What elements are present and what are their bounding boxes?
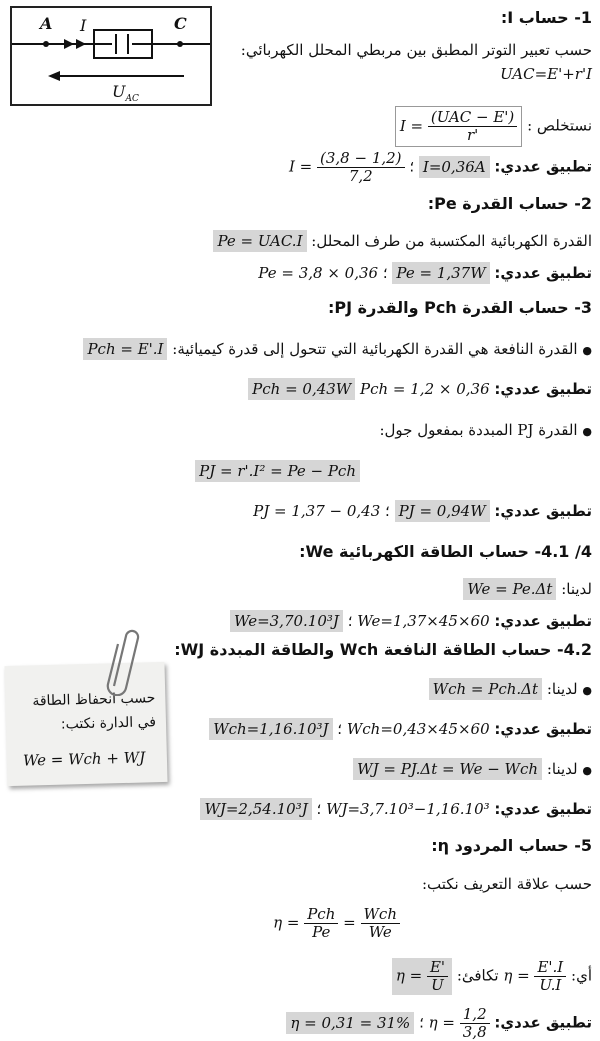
section5-eta-def	[273, 906, 400, 941]
section4-2-app2-line	[200, 798, 592, 820]
current-arrow-2	[76, 39, 86, 49]
section2-app-label: تطبيق عددي:	[494, 264, 592, 282]
voltage-arrow-head	[48, 71, 60, 81]
section4-1-title: 4/ 4.1- حساب الطاقة الكهربائية We:	[299, 542, 592, 561]
section3-app2-expr: PJ = 1,37 − 0,43	[253, 502, 381, 520]
note-line1: حسب انحفاظ الطاقة	[32, 690, 156, 710]
section5-eq2: η = $\frac{E'}{U}$	[392, 958, 452, 995]
section4-2-app1-expr: Wch=0,43×45×60	[346, 720, 490, 738]
section2-title: 2- حساب القدرة Pe:	[427, 194, 592, 213]
section4-2-title: 4.2- حساب الطاقة النافعة Wch والطاقة المبددة WJ:	[174, 640, 592, 659]
section4-2-have1: لدينا:	[546, 680, 578, 698]
separator: ؛	[347, 612, 353, 630]
label-i: I	[80, 16, 87, 35]
section1-app-label: تطبيق عددي:	[494, 157, 592, 176]
section2-result: Pe = 1,37W	[392, 262, 489, 284]
section4-1-result: We=3,70.10³J	[230, 610, 343, 632]
section4-2-app1-line	[209, 718, 592, 740]
section3-b1-formula: Pch = E'.I	[83, 338, 167, 360]
node-c	[177, 41, 183, 47]
section4-1-app-label: تطبيق عددي:	[494, 612, 592, 630]
separator: ؛	[316, 800, 322, 818]
section4-1-app-expr: We=1,37×45×60	[357, 612, 490, 630]
section5-ie: أي:	[571, 966, 592, 985]
section1-app-expr: I = $\frac{(3,8 - 1,2)}{7,2}$	[289, 150, 405, 185]
section1-app-line	[289, 150, 592, 185]
section5-app-label: تطبيق عددي:	[494, 1013, 592, 1032]
eta-def-expr: η = $\frac{\text{Pch}}{Pe}$ = $\frac{\text{Wch}}{We}$	[273, 906, 400, 941]
paperclip-icon	[104, 626, 140, 696]
section2-formula: Pe = UAC.I	[213, 230, 306, 252]
label-c: C	[174, 14, 187, 33]
section1-intro: حسب تعبير التوتر المطبق بين مربطي المحلل الكهربائي:	[240, 41, 592, 59]
section2-app-line	[258, 262, 592, 284]
current-arrow-1	[64, 39, 74, 49]
section3-app2-label: تطبيق عددي:	[494, 502, 592, 520]
section4-1-have-line	[463, 578, 592, 600]
section3-b1-line	[83, 338, 592, 361]
section4-1-formula: We = Pe.Δt	[463, 578, 556, 600]
section4-2-app2-expr: WJ=3,7.10³−1,16.10³	[326, 800, 490, 818]
bullet-icon: ●	[582, 425, 592, 438]
note-formula: We = Wch + WJ	[22, 748, 146, 770]
bullet-icon: ●	[582, 344, 592, 357]
bullet-icon: ●	[582, 764, 592, 777]
separator: ؛	[409, 157, 415, 176]
section4-2-have2: لدينا:	[546, 760, 578, 778]
section4-2-app1-result: Wch=1,16.10³J	[209, 718, 332, 740]
section3-app1-result: Pch = 0,43W	[248, 378, 355, 400]
i-formula-den: r'	[466, 126, 479, 144]
node-a	[43, 41, 49, 47]
separator: ؛	[385, 502, 390, 520]
i-formula-lhs: I =	[399, 116, 424, 135]
section3-title: 3- حساب القدرة Pch والقدرة PJ:	[328, 298, 592, 317]
section3-b2-formula-line	[195, 460, 360, 482]
energy-conservation-note	[4, 662, 167, 786]
section3-app1-line	[248, 378, 592, 400]
section3-app1-expr: Pch = 1,2 × 0,36	[360, 380, 490, 398]
section4-2-app2-result: WJ=2,54.10³J	[200, 798, 311, 820]
label-a: A	[40, 14, 53, 33]
section2-text-line	[213, 230, 592, 252]
section5-ie-expr: η = $\frac{E'.I}{U.I}$	[503, 959, 566, 994]
separator: ؛	[419, 1013, 424, 1032]
separator: ؛	[382, 264, 388, 282]
section4-1-have: لدينا:	[561, 580, 592, 598]
section3-b2-line	[379, 420, 592, 442]
section4-2-formula2: WJ = PJ.Δt = We − Wch	[353, 758, 542, 780]
section1-deduce-line	[395, 106, 592, 147]
section5-equiv: تكافئ:	[456, 966, 499, 985]
section3-b1-text: القدرة النافعة هي القدرة الكهربائية التي تتحول إلى قدرة كيميائية:	[172, 340, 578, 358]
section2-app-expr: Pe = 3,8 × 0,36	[258, 264, 379, 282]
section1-i-formula	[395, 106, 522, 147]
section4-2-have2-line	[353, 758, 592, 781]
section4-2-have1-line	[429, 678, 592, 701]
section1-result: I=0,36A	[419, 156, 490, 178]
section5-app-expr: η = $\frac{1,2}{3,8}$	[429, 1006, 490, 1041]
section1-title: 1- حساب I:	[500, 8, 592, 27]
i-formula-num: (UAC − E')	[428, 109, 517, 127]
note-line2: في الدارة نكتب:	[60, 714, 157, 733]
section3-app1-label: تطبيق عددي:	[494, 380, 592, 398]
separator: ؛	[337, 720, 343, 738]
section3-app2-result: PJ = 0,94W	[395, 500, 490, 522]
circuit-diagram	[10, 6, 212, 106]
section3-b2-formula: PJ = r'.I² = Pe − Pch	[195, 460, 360, 482]
i-formula-frac	[428, 109, 517, 144]
section5-ie-line	[392, 958, 592, 995]
section5-title: 5- حساب المردود η:	[431, 836, 592, 855]
section4-1-app-line	[230, 610, 592, 632]
section5-text: حسب علاقة التعريف نكتب:	[421, 875, 592, 893]
section4-2-formula1: Wch = Pch.Δt	[429, 678, 542, 700]
section2-text: القدرة الكهربائية المكتسبة من طرف المحلل:	[311, 232, 592, 250]
section3-app2-line	[253, 500, 592, 522]
bullet-icon: ●	[582, 684, 592, 697]
section4-2-app2-label: تطبيق عددي:	[494, 800, 592, 818]
section5-result: η = 0,31 = 31%	[286, 1012, 414, 1034]
section1-formula: UAC=E'+r'I	[500, 65, 592, 83]
section1-formula-line	[500, 64, 592, 84]
section1-deduce: نستخلص :	[527, 116, 592, 135]
section4-2-app1-label: تطبيق عددي:	[494, 720, 592, 738]
section5-app-line	[286, 1006, 592, 1041]
label-uac: $U_{AC}$	[112, 82, 139, 105]
section3-b2-text: القدرة PJ المبددة بمفعول جول:	[379, 421, 578, 439]
